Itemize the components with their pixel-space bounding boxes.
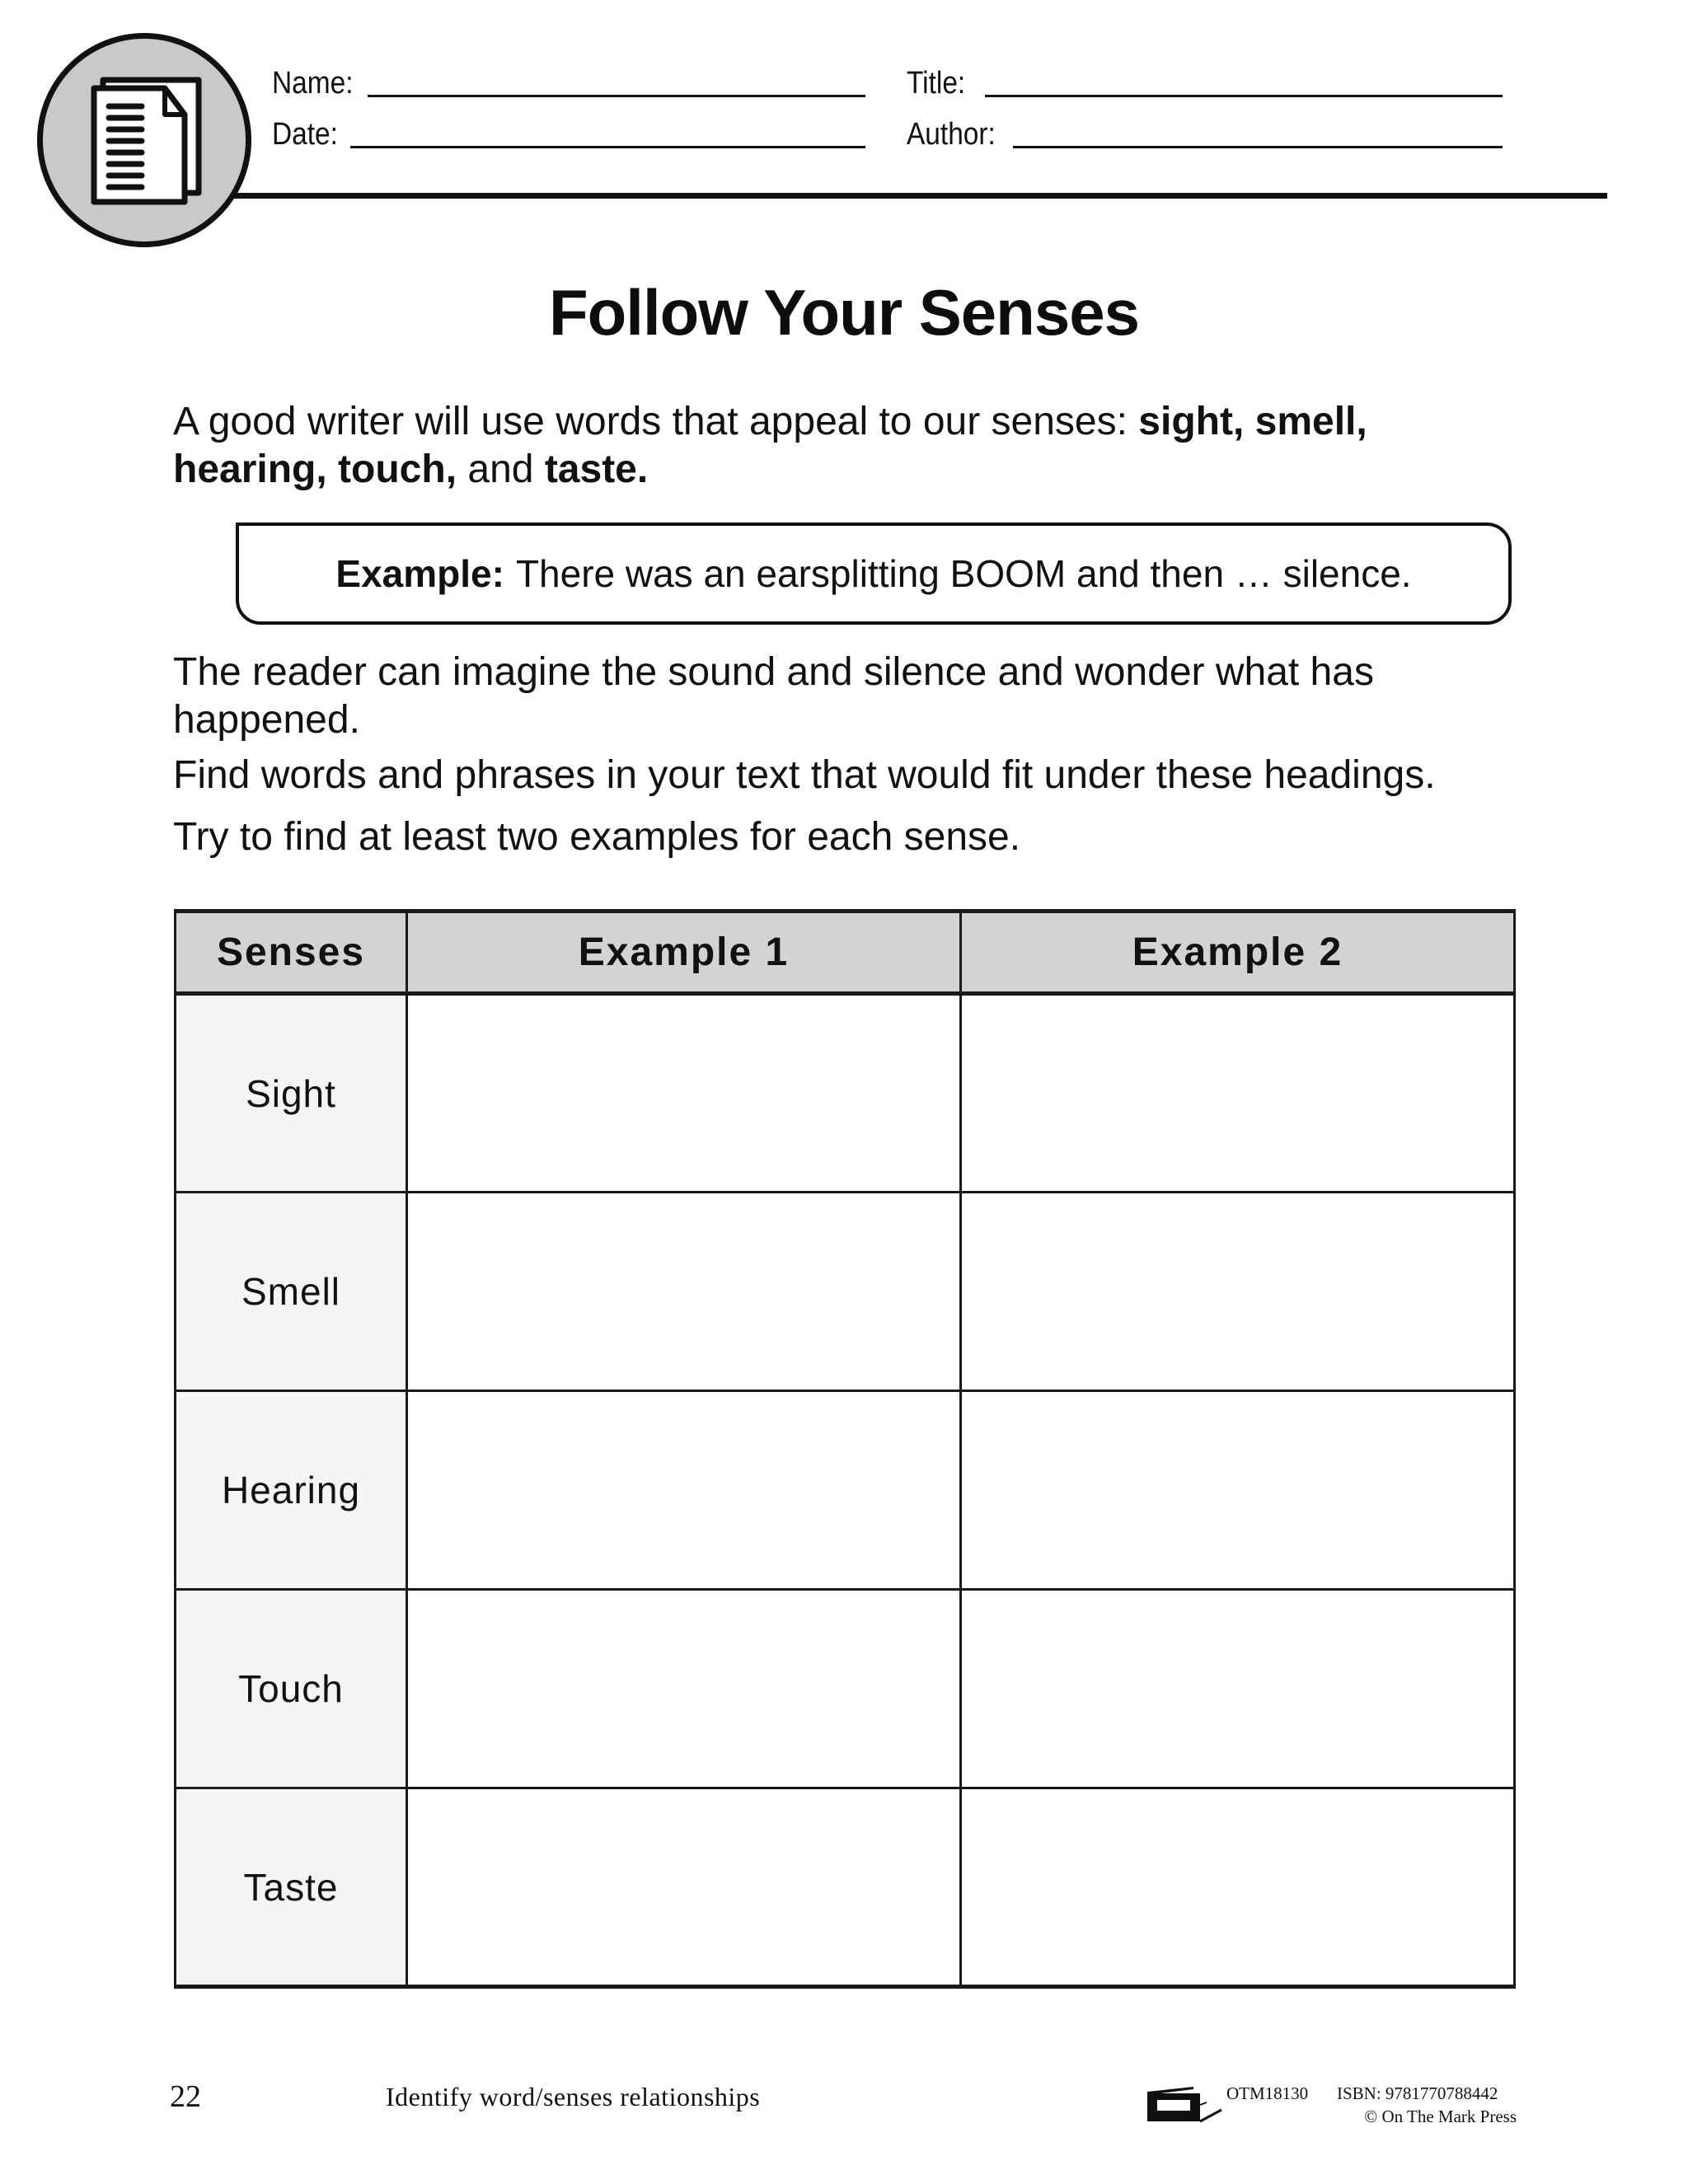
name-blank-line[interactable] (368, 95, 865, 97)
sense-cell: Taste (176, 1788, 407, 1987)
table-row (176, 1391, 1515, 1590)
name-label: Name: (272, 66, 354, 101)
intro-paragraph (173, 398, 1525, 494)
example-2-cell[interactable] (961, 1788, 1515, 1987)
instruction-2: Find words and phrases in your text that would fit under these headings. (173, 753, 1436, 797)
example-box (236, 523, 1512, 625)
example-label: Example: (335, 552, 504, 595)
header-senses: Senses (176, 912, 407, 994)
author-blank-line[interactable] (1013, 146, 1503, 148)
intro-text: A good writer will use words that appeal to our senses: (173, 400, 1139, 443)
isbn: ISBN: 9781770788442 (1337, 2083, 1498, 2103)
example-1-cell[interactable] (407, 994, 961, 1193)
page-number: 22 (170, 2079, 201, 2114)
date-field[interactable] (272, 119, 865, 150)
header-example-2: Example 2 (961, 912, 1515, 994)
page-title: Follow Your Senses (549, 276, 1139, 349)
example-2-cell[interactable] (961, 1193, 1515, 1391)
copyright: © On The Mark Press (1364, 2107, 1517, 2126)
instruction-1: The reader can imagine the sound and silence and wonder what has happened. (173, 650, 1374, 742)
example-2-cell[interactable] (961, 1590, 1515, 1788)
title-blank-line[interactable] (985, 95, 1503, 97)
intro-connector: and (467, 448, 534, 491)
date-blank-line[interactable] (350, 146, 865, 148)
title-label: Title: (907, 66, 966, 101)
instruction-3: Try to find at least two examples for each sense. (173, 815, 1021, 859)
date-label: Date: (272, 117, 338, 152)
table-row (176, 1788, 1515, 1987)
sense-hearing: hearing, (173, 448, 327, 491)
footer-skill: Identify word/senses relationships (386, 2082, 761, 2111)
worksheet-badge (37, 33, 251, 247)
header-rule (206, 193, 1607, 199)
header-example-1: Example 1 (407, 912, 961, 994)
author-label: Author: (907, 117, 996, 152)
product-code: OTM18130 (1226, 2083, 1309, 2103)
table-row (176, 1193, 1515, 1391)
sense-taste: taste. (544, 448, 649, 491)
sense-touch: touch, (338, 448, 457, 491)
example-1-cell[interactable] (407, 1391, 961, 1590)
document-pages-icon (43, 39, 246, 241)
title-field[interactable] (907, 68, 1503, 99)
senses-table (174, 909, 1516, 1989)
sense-smell: smell, (1254, 400, 1367, 443)
author-field[interactable] (907, 119, 1503, 150)
sense-cell: Smell (176, 1193, 407, 1391)
table-row (176, 994, 1515, 1193)
name-field[interactable] (272, 68, 865, 99)
table-row (176, 1590, 1515, 1788)
sense-cell: Hearing (176, 1391, 407, 1590)
example-1-cell[interactable] (407, 1193, 961, 1391)
sense-cell: Sight (176, 994, 407, 1193)
sense-sight: sight, (1138, 400, 1245, 443)
copier-icon (1146, 2082, 1225, 2123)
example-1-cell[interactable] (407, 1788, 961, 1987)
example-1-cell[interactable] (407, 1590, 961, 1788)
example-text: There was an earsplitting BOOM and then … silence. (515, 552, 1412, 595)
example-2-cell[interactable] (961, 994, 1515, 1193)
table-header-row (176, 912, 1515, 994)
example-2-cell[interactable] (961, 1391, 1515, 1590)
sense-cell: Touch (176, 1590, 407, 1788)
